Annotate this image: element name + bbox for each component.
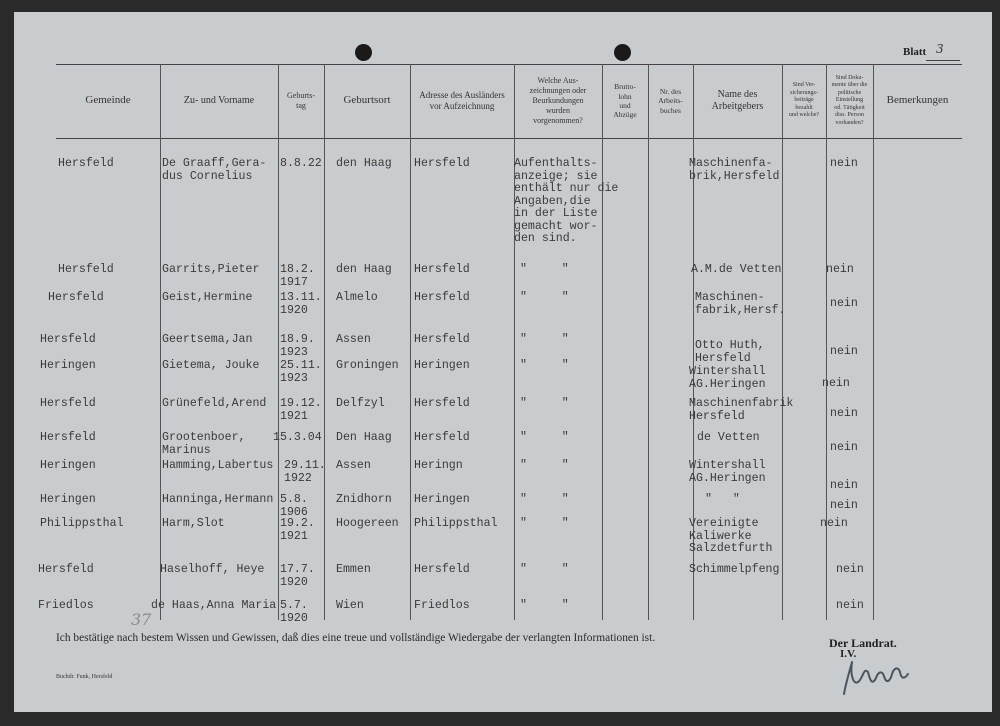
header-gemeinde: Gemeinde — [85, 94, 131, 107]
cell-dokumente: nein — [830, 407, 858, 420]
cell-geburtstag: 5.7. 1920 — [280, 599, 308, 625]
cell-gemeinde: Hersfeld — [40, 333, 96, 346]
column-divider-adresse — [410, 64, 411, 620]
cell-arbeitgeber: Maschinenfa- brik,Hersfeld — [689, 157, 780, 183]
cell-geburtstag: 18.2. 1917 — [280, 263, 315, 289]
cell-arbeitgeber: Maschinen- fabrik,Hersf. — [695, 291, 786, 317]
header-brutto: Brutto- lohn und Abzüge — [613, 82, 637, 120]
column-divider-bemerkungen — [873, 64, 874, 620]
cell-dokumente: nein — [822, 377, 850, 390]
cell-geburtsort: Assen — [336, 459, 371, 472]
cell-geburtsort: Wien — [336, 599, 364, 612]
cell-dokumente: nein — [826, 263, 854, 276]
cell-geburtsort: Groningen — [336, 359, 399, 372]
cell-geburtsort: den Haag — [336, 157, 392, 170]
cell-arbeitgeber: A.M.de Vetten — [691, 263, 782, 276]
confirmation-statement: Ich bestätige nach bestem Wissen und Gewissen, daß dies eine treue und vollständige Wiedergabe der verlangten Informationen ist. — [56, 632, 656, 644]
cell-name: de Haas,Anna Maria — [151, 599, 277, 612]
cell-gemeinde: Hersfeld — [40, 397, 96, 410]
header-eintragungen: Welche Aus- zeichnungen oder Beurkundungen wurden vorgenommen? — [529, 76, 587, 125]
column-divider-dokumente — [826, 64, 827, 620]
punch-hole-left — [355, 44, 372, 61]
cell-dokumente: nein — [836, 563, 864, 576]
cell-arbeitgeber: Vereinigte Kaliwerke Salzdetfurth — [689, 517, 773, 555]
cell-arbeitgeber: Wintershall AG.Heringen — [689, 459, 766, 485]
header-adresse: Adresse des Ausländers vor Aufzeichnung — [419, 89, 505, 111]
cell-arbeitgeber: Otto Huth, Hersfeld — [695, 339, 765, 365]
cell-gemeinde: Philippsthal — [40, 517, 124, 530]
cell-eintragungen: " " — [520, 397, 569, 410]
iv-note: I.V. — [840, 648, 857, 660]
landrat-title: Der Landrat. — [829, 636, 897, 650]
column-divider-geburtsort — [324, 64, 325, 620]
column-divider-arbeitsbuch — [648, 64, 649, 620]
cell-gemeinde: Heringen — [40, 493, 96, 506]
cell-gemeinde: Hersfeld — [58, 157, 114, 170]
cell-gemeinde: Heringen — [40, 459, 96, 472]
cell-adresse: Hersfeld — [414, 157, 470, 170]
cell-geburtsort: den Haag — [336, 263, 392, 276]
cell-name: Haselhoff, Heye — [160, 563, 265, 576]
cell-eintragungen: " " — [520, 493, 569, 506]
signature — [834, 656, 914, 700]
cell-geburtstag: 29.11. 1922 — [284, 459, 326, 485]
cell-geburtstag: 25.11. 1923 — [280, 359, 322, 385]
cell-dokumente: nein — [836, 599, 864, 612]
cell-name: Hamming,Labertus — [162, 459, 274, 472]
cell-geburtsort: Emmen — [336, 563, 371, 576]
header-geburtstag: Geburts- tag — [287, 91, 315, 110]
cell-eintragungen: " " — [520, 431, 569, 444]
cell-eintragungen: Aufenthalts- anzeige; sie enthält nur die Angaben,die in der Liste gemacht wor- den sind. — [514, 157, 619, 245]
cell-name: De Graaff,Gera- dus Cornelius — [162, 157, 267, 183]
cell-adresse: Philippsthal — [414, 517, 498, 530]
cell-adresse: Friedlos — [414, 599, 470, 612]
punch-hole-right — [614, 44, 631, 61]
header-vermoegen: Sind Ver- sicherungs- beiträge bezahlt und welche? — [788, 82, 820, 119]
cell-dokumente: nein — [830, 157, 858, 170]
column-divider-eintragungen — [514, 64, 515, 620]
cell-geburtsort: Hoogereen — [336, 517, 399, 530]
printer-imprint: Buchdr. Funk, Hersfeld — [56, 674, 113, 680]
cell-dokumente: nein — [820, 517, 848, 530]
cell-arbeitgeber: Maschinenfabrik Hersfeld — [689, 397, 794, 423]
header-name: Zu- und Vorname — [183, 94, 255, 106]
cell-gemeinde: Heringen — [40, 359, 96, 372]
cell-geburtsort: Delfzyl — [336, 397, 385, 410]
cell-name: Hanninga,Hermann — [162, 493, 274, 506]
cell-adresse: Hersfeld — [414, 563, 470, 576]
header-bemerkungen: Bemerkungen — [886, 94, 949, 107]
cell-dokumente: nein — [830, 479, 858, 492]
cell-gemeinde: Hersfeld — [38, 563, 94, 576]
header-arbeitgeber: Name des Arbeitgebers — [711, 88, 764, 112]
cell-gemeinde: Hersfeld — [58, 263, 114, 276]
cell-dokumente: nein — [830, 297, 858, 310]
cell-eintragungen: " " — [520, 563, 569, 576]
cell-geburtsort: Den Haag — [336, 431, 392, 444]
header-geburtsort: Geburtsort — [343, 94, 391, 107]
cell-adresse: Hersfeld — [414, 397, 470, 410]
cell-name: Geist,Hermine — [162, 291, 253, 304]
cell-name: Harm,Slot — [162, 517, 225, 530]
cell-adresse: Hersfeld — [414, 291, 470, 304]
cell-arbeitgeber: de Vetten — [697, 431, 760, 444]
cell-geburtstag: 8.8.22 — [280, 157, 322, 170]
cell-dokumente: nein — [830, 345, 858, 358]
cell-adresse: Hersfeld — [414, 263, 470, 276]
cell-arbeitgeber: Schimmelpfeng — [689, 563, 780, 576]
margin-note: 37 — [131, 610, 152, 629]
cell-name: Grootenboer, Marinus — [162, 431, 246, 457]
cell-eintragungen: " " — [520, 359, 569, 372]
cell-geburtstag: 19.12. 1921 — [280, 397, 322, 423]
cell-eintragungen: " " — [520, 263, 569, 276]
cell-eintragungen: " " — [520, 599, 569, 612]
header-dokumente: Sind Doku- mente über die politische Einstellung od. Tätigkeit diss. Person vorhanden? — [831, 74, 868, 126]
cell-gemeinde: Hersfeld — [40, 431, 96, 444]
cell-adresse: Hersfeld — [414, 431, 470, 444]
cell-dokumente: nein — [830, 499, 858, 512]
cell-geburtstag: 19.2. 1921 — [280, 517, 315, 543]
column-divider-vermoegen — [782, 64, 783, 620]
cell-geburtsort: Assen — [336, 333, 371, 346]
cell-geburtstag: 17.7. 1920 — [280, 563, 315, 589]
cell-geburtstag: 5.8. 1906 — [280, 493, 308, 519]
cell-arbeitgeber: " " — [705, 493, 740, 506]
cell-adresse: Hersfeld — [414, 333, 470, 346]
document-sheet — [14, 12, 992, 712]
cell-geburtstag: 18.9. 1923 — [280, 333, 315, 359]
cell-name: Garrits,Pieter — [162, 263, 260, 276]
cell-name: Gietema, Jouke — [162, 359, 260, 372]
cell-adresse: Heringn — [414, 459, 463, 472]
cell-gemeinde: Hersfeld — [48, 291, 104, 304]
cell-name: Grünefeld,Arend — [162, 397, 267, 410]
cell-geburtstag: 13.11. 1920 — [280, 291, 322, 317]
cell-geburtsort: Znidhorn — [336, 493, 392, 506]
column-divider-brutto — [602, 64, 603, 620]
cell-eintragungen: " " — [520, 517, 569, 530]
cell-geburtstag: 15.3.04 — [273, 431, 322, 444]
blatt-label: Blatt — [903, 46, 927, 58]
column-divider-geburtstag — [278, 64, 279, 620]
blatt-number: 3 — [936, 42, 944, 56]
cell-gemeinde: Friedlos — [38, 599, 94, 612]
cell-arbeitgeber: Wintershall AG.Heringen — [689, 365, 766, 391]
cell-eintragungen: " " — [520, 333, 569, 346]
cell-eintragungen: " " — [520, 291, 569, 304]
blatt-underline — [926, 60, 960, 61]
cell-eintragungen: " " — [520, 459, 569, 472]
cell-adresse: Heringen — [414, 359, 470, 372]
cell-adresse: Heringen — [414, 493, 470, 506]
column-divider-name — [160, 64, 161, 620]
cell-geburtsort: Almelo — [336, 291, 378, 304]
header-arbeitsbuch: Nr. des Arbeits- buches — [658, 86, 683, 115]
cell-dokumente: nein — [830, 441, 858, 454]
cell-name: Geertsema,Jan — [162, 333, 253, 346]
